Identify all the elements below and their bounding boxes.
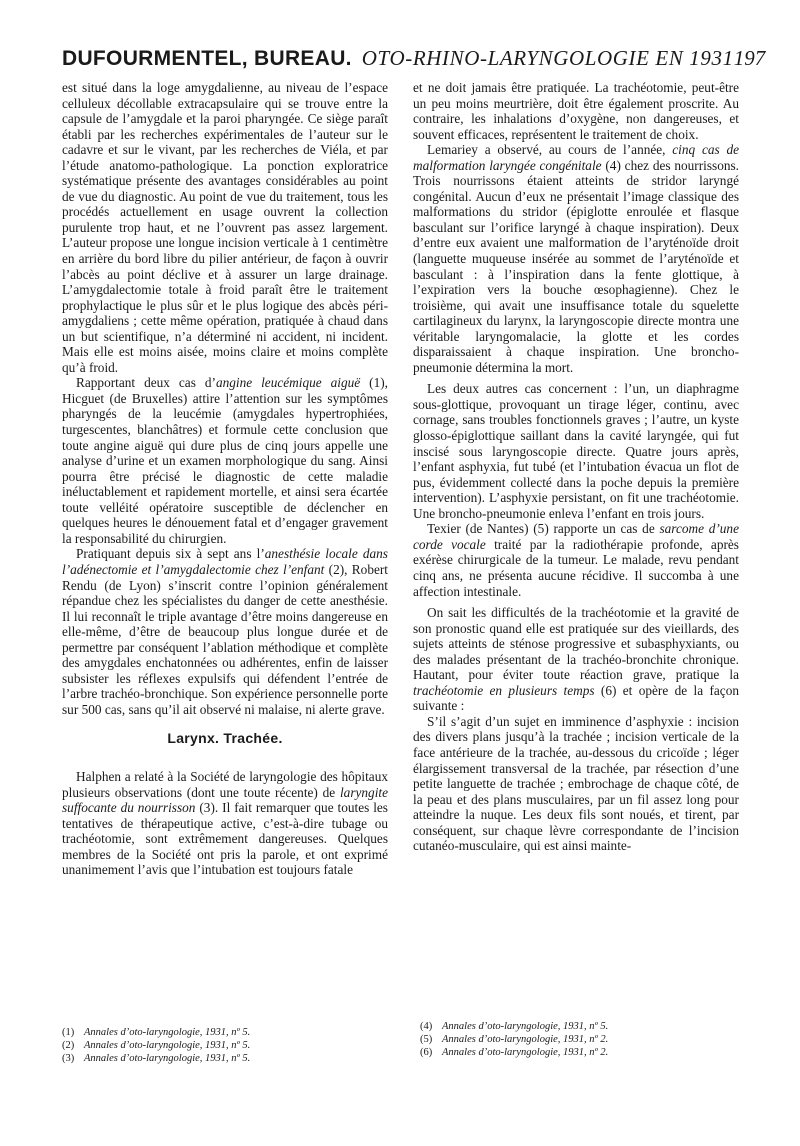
header-left bbox=[62, 46, 734, 71]
text-run: Pratiquant depuis six à sept ans l’ bbox=[76, 546, 265, 562]
text-run: Lemariey a observé, au cours de l’année, bbox=[427, 142, 673, 158]
paragraph bbox=[413, 142, 739, 375]
text-run: Halphen a relaté à la Société de laryngologie des hôpitaux plusieurs observations (dont une toute récente) de bbox=[62, 768, 388, 800]
page-number: 197 bbox=[733, 46, 766, 70]
paragraph: et ne doit jamais être pratiquée. La trachéotomie, peut-être un peu moins meurtrière, doit être également proscrite. Au contraire, les inhalations d’oxygène, non dangereuses, et souvent efficaces, représentent le traitement de choix. bbox=[413, 80, 739, 142]
italic-term: angine leucémique aiguë bbox=[215, 375, 361, 391]
text-run: (3). Il fait remarquer que toutes les tentatives de thérapeutique active, c’est-à-dire tubage ou trachéotomie, sont extrêmement dangereuses. Quelques membres de la Société ont pris la parole, et ont exprimé unanimement l’avis que l’intubation est toujours fatale bbox=[62, 800, 388, 878]
footnote-number: (3) bbox=[62, 1053, 75, 1064]
text-run: Texier (de Nantes) (5) rapporte un cas de bbox=[427, 521, 660, 537]
paragraph: est situé dans la loge amygdalienne, au niveau de l’espace celluleux décollable extracapsulaire qui se trouve entre la capsule de l’amygdale et la paroi pharyngée. Ce siège paraît établi par les recherches expérimentales de l’auteur sur le cadavre et sur le vivant, par les recherches de Viéla, et par l’étude anatomo-pathologique. La ponction exploratrice systématique présente des avantages considérables au point de vue du diagnostic. Au point de vue du traitement, tous les procédés actuellement en usage ouvrent la collection purulente trop haut, et ne l’ouvrent pas assez largement. L’auteur propose une longue incision verticale à 1 centimètre en arrière du bord libre du pilier antérieur, de façon à ouvrir l’abcès au point déclive et à assurer un large drainage. L’amygdalectomie totale à froid paraît être le traitement prophylactique le plus sûr et le plus logique des abcès péri-amygdaliens ; cette même opération, pratiquée à chaud dans un but scientifique, n’a déterminé ni accident, ni incident. Mais elle est moins aisée, moins claire et moins complète qu’à froid. bbox=[62, 80, 388, 375]
footnote bbox=[62, 1052, 382, 1065]
text-run: traité par la radiothérapie profonde, après exérèse chirurgicale de la tumeur. Le malade, revu pendant cinq ans, ne présenta aucune récidive. Il succomba à une affection intestinale. bbox=[413, 536, 739, 599]
footnote bbox=[62, 1039, 382, 1052]
header-authors: DUFOURMENTEL, BUREAU. bbox=[62, 47, 352, 70]
text-run: (2), Robert Rendu (de Lyon) s’inscrit contre l’opinion généralement répandue chez les spécialistes du danger de cette anesthésie. Il lui reconnaît le triple avantage d’être moins dangereuse en elle-même, d’être de beaucoup plus longue durée et de permettre par conséquent l’ablation méthodique et complète des amygdales enchatonnées ou adhérentes, enfin de laisser subsister les réflexes expulsifs qui défendent l’entrée de l’arbre trachéo-bronchique. Son expérience personnelle porte sur 500 cas, sans qu’il ait observé ni malaise, ni alerte grave. bbox=[62, 561, 389, 717]
paragraph: Les deux autres cas concernent : l’un, un diaphragme sous-glottique, provoquant un tirage léger, continu, avec cornage, sans troubles fonctionnels graves ; l’autre, un kyste glosso-épiglottique saillant dans la cavité laryngée, qui fut inscisé sous laryngoscopie directe. Quatre jours après, l’enfant asphyxia, fut tubé (et l’intubation évacua un flot de pus, évidemment collecté dans la poche depuis la première intervention). L’asphyxie persistant, on fit une trachéotomie. Une broncho-pneumonie enleva l’enfant en trois jours. bbox=[413, 381, 739, 521]
footnote bbox=[420, 1033, 740, 1046]
header-journal-title: OTO-RHINO-LARYNGOLOGIE EN 1931 bbox=[361, 46, 734, 70]
footnote-text: Annales d’oto-laryngologie, 1931, nº 2. bbox=[442, 1047, 609, 1058]
section-heading: Larynx. Trachée. bbox=[167, 730, 283, 747]
paragraph bbox=[62, 769, 388, 878]
italic-term: cinq cas de malformation laryngée congénitale bbox=[413, 142, 739, 173]
footnote-number: (5) bbox=[420, 1034, 433, 1045]
text-run: Rapportant deux cas d’ bbox=[76, 375, 216, 391]
italic-term: trachéotomie en plusieurs temps bbox=[413, 682, 595, 698]
footnotes-right bbox=[420, 1020, 740, 1059]
left-column bbox=[62, 80, 388, 878]
text-run: On sait les difficultés de la trachéotomie et la gravité de son pronostic quand elle est pratiquée sur des vieillards, des sujets atteints de sténose progressive et subasphyxiants, ou des malades présentant de la trachéo-bronchite chronique. Hautant, pour éviter toute réaction grave, pratique la bbox=[413, 605, 739, 683]
footnote-text: Annales d’oto-laryngologie, 1931, nº 5. bbox=[84, 1040, 251, 1051]
paragraph bbox=[413, 521, 739, 599]
text-run: (1), Hicguet (de Bruxelles) attire l’attention sur les symptômes pharyngés de la leucémie (amygdales hypertrophiées, turgescentes, blanchâtres) et formule cette conclusion que toute angine aiguë qui dure plus de cinq jours appelle une analyse d’urine et un examen morphologique du sang. Ainsi pourra être précisé le diagnostic de cette maladie inéluctablement et rapidement mortelle, et ainsi sera écartée toute velléité opératoire susceptible de déclencher en quelques heures le dénouement fatal et d’engager gravement la responsabilité du chirurgien. bbox=[62, 375, 388, 546]
footnote-number: (1) bbox=[62, 1027, 75, 1038]
footnote-text: Annales d’oto-laryngologie, 1931, nº 2. bbox=[442, 1034, 609, 1045]
footnote bbox=[62, 1026, 382, 1039]
italic-term: sarcome d’une corde vocale bbox=[413, 521, 739, 552]
footnote-number: (4) bbox=[420, 1021, 433, 1032]
footnote-number: (6) bbox=[420, 1047, 433, 1058]
paragraph bbox=[62, 546, 388, 717]
footnote bbox=[420, 1020, 740, 1033]
running-header bbox=[62, 46, 766, 80]
paragraph bbox=[62, 375, 388, 546]
footnote bbox=[420, 1046, 740, 1059]
text-run: (6) et opère de la façon suivante : bbox=[413, 682, 739, 714]
footnote-text: Annales d’oto-laryngologie, 1931, nº 5. bbox=[442, 1021, 609, 1032]
footnote-text: Annales d’oto-laryngologie, 1931, nº 5. bbox=[84, 1053, 251, 1064]
paragraph bbox=[413, 605, 739, 714]
paragraph: S’il s’agit d’un sujet en imminence d’asphyxie : incision des divers plans jusqu’à la trachée ; incision verticale de la face antérieure de la trachée, au-dessous du cricoïde ; léger élargissement transversal de la trachée, par résection d’une petite languette de trachée ; embrochage de chaque côté, de la peau et des plans musculaires, par un fil assez long pour atteindre la nuque. Les deux fils sont noués, et tirent, par conséquent, sur chaque lèvre correspondante de l’incision cutanéo-musculaire, qui est ainsi mainte- bbox=[413, 713, 739, 854]
footnote-number: (2) bbox=[62, 1040, 75, 1051]
right-column bbox=[413, 80, 739, 854]
footnotes-left bbox=[62, 1026, 382, 1065]
italic-term: anesthésie locale dans l’adénectomie et l’amygdalectomie chez l’enfant bbox=[62, 546, 388, 577]
italic-term: laryngite suffocante du nourrisson bbox=[62, 784, 388, 816]
footnote-text: Annales d’oto-laryngologie, 1931, nº 5. bbox=[84, 1027, 251, 1038]
text-run: (4) chez des nourrissons. Trois nourrissons étaient atteints de stridor laryngé congénital. Aucun d’eux ne présentait l’image classique des malformations du stridor (épiglotte enroulée et flasque basculant sur l’orifice laryngé à chaque inspiration). Deux d’entre eux avaient une malformation de l’aryténoïde droit (languette muqueuse insérée au sommet de l’aryténoïde et basculant : à l’inspiration dans la fente glottique, à l’expiration vers la bouche œsophagienne). Chez le troisième, qui avait une insuffisance totale du squelette cartilagineux du larynx, la laryngoscopie directe montra une véritable laryngomalacie, la glotte et les cordes disparaissaient à chaque inspiration. Une broncho-pneumonie détermina la mort. bbox=[413, 157, 739, 375]
